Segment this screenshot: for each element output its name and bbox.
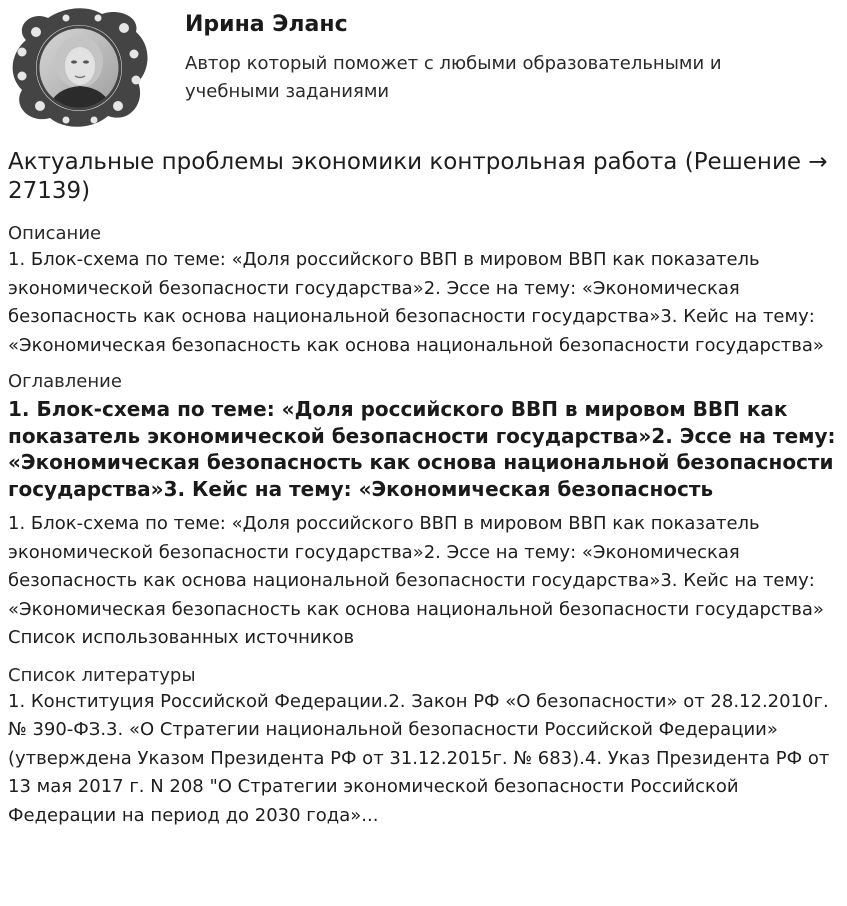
toc-label: Оглавление <box>8 371 122 392</box>
toc-section <box>8 370 840 653</box>
author-description: Автор который поможет с любыми образовательными и учебными заданиями <box>185 53 722 102</box>
toc-heading: 1. Блок-схема по теме: «Доля российского ВВП в мировом ВВП как показатель экономической безопасности государства»2. Эссе на тему: «Экономическая безопасность как основа национальной безопасности государства»3. Кейс на тему: «Экономическая безопасность <box>8 397 836 501</box>
description-label: Описание <box>8 223 102 244</box>
work-content <box>8 148 840 840</box>
literature-section <box>8 664 840 831</box>
description-text: 1. Блок-схема по теме: «Доля российского ВВП в мировом ВВП как показатель экономической безопасности государства»2. Эссе на тему: «Экономическая безопасность как основа национальной безопасности государства»3. Кейс на тему: «Экономическая безопасность как основа национальной безопасности государства» <box>8 249 824 356</box>
literature-label: Список литературы <box>8 664 196 686</box>
toc-text: 1. Блок-схема по теме: «Доля российского ВВП в мировом ВВП как показатель экономической безопасности государства»2. Эссе на тему: «Экономическая безопасность как основа национальной безопасности государства»3. Кейс на тему: «Экономическая безопасность как основа национальной безопасности государства» Список использованных источников <box>8 513 824 648</box>
description-section <box>8 222 840 360</box>
author-block <box>0 0 847 140</box>
author-name[interactable]: Ирина Эланс <box>185 12 348 37</box>
author-avatar[interactable] <box>6 6 152 130</box>
literature-text: 1. Конституция Российской Федерации.2. Закон РФ «О безопасности» от 28.12.2010г. № 390-ФЗ.3. «О Стратегии национальной безопасности Российской Федерации» (утверждена Указом Президента РФ от 31.12.2015г. № 683).4. Указ Президента РФ от 13 мая 2017 г. N 208 "О Стратегии экономической безопасности Российской Федерации на период до 2030 года»... <box>8 690 830 826</box>
work-title: Актуальные проблемы экономики контрольная работа (Решение → 27139) <box>8 149 828 204</box>
